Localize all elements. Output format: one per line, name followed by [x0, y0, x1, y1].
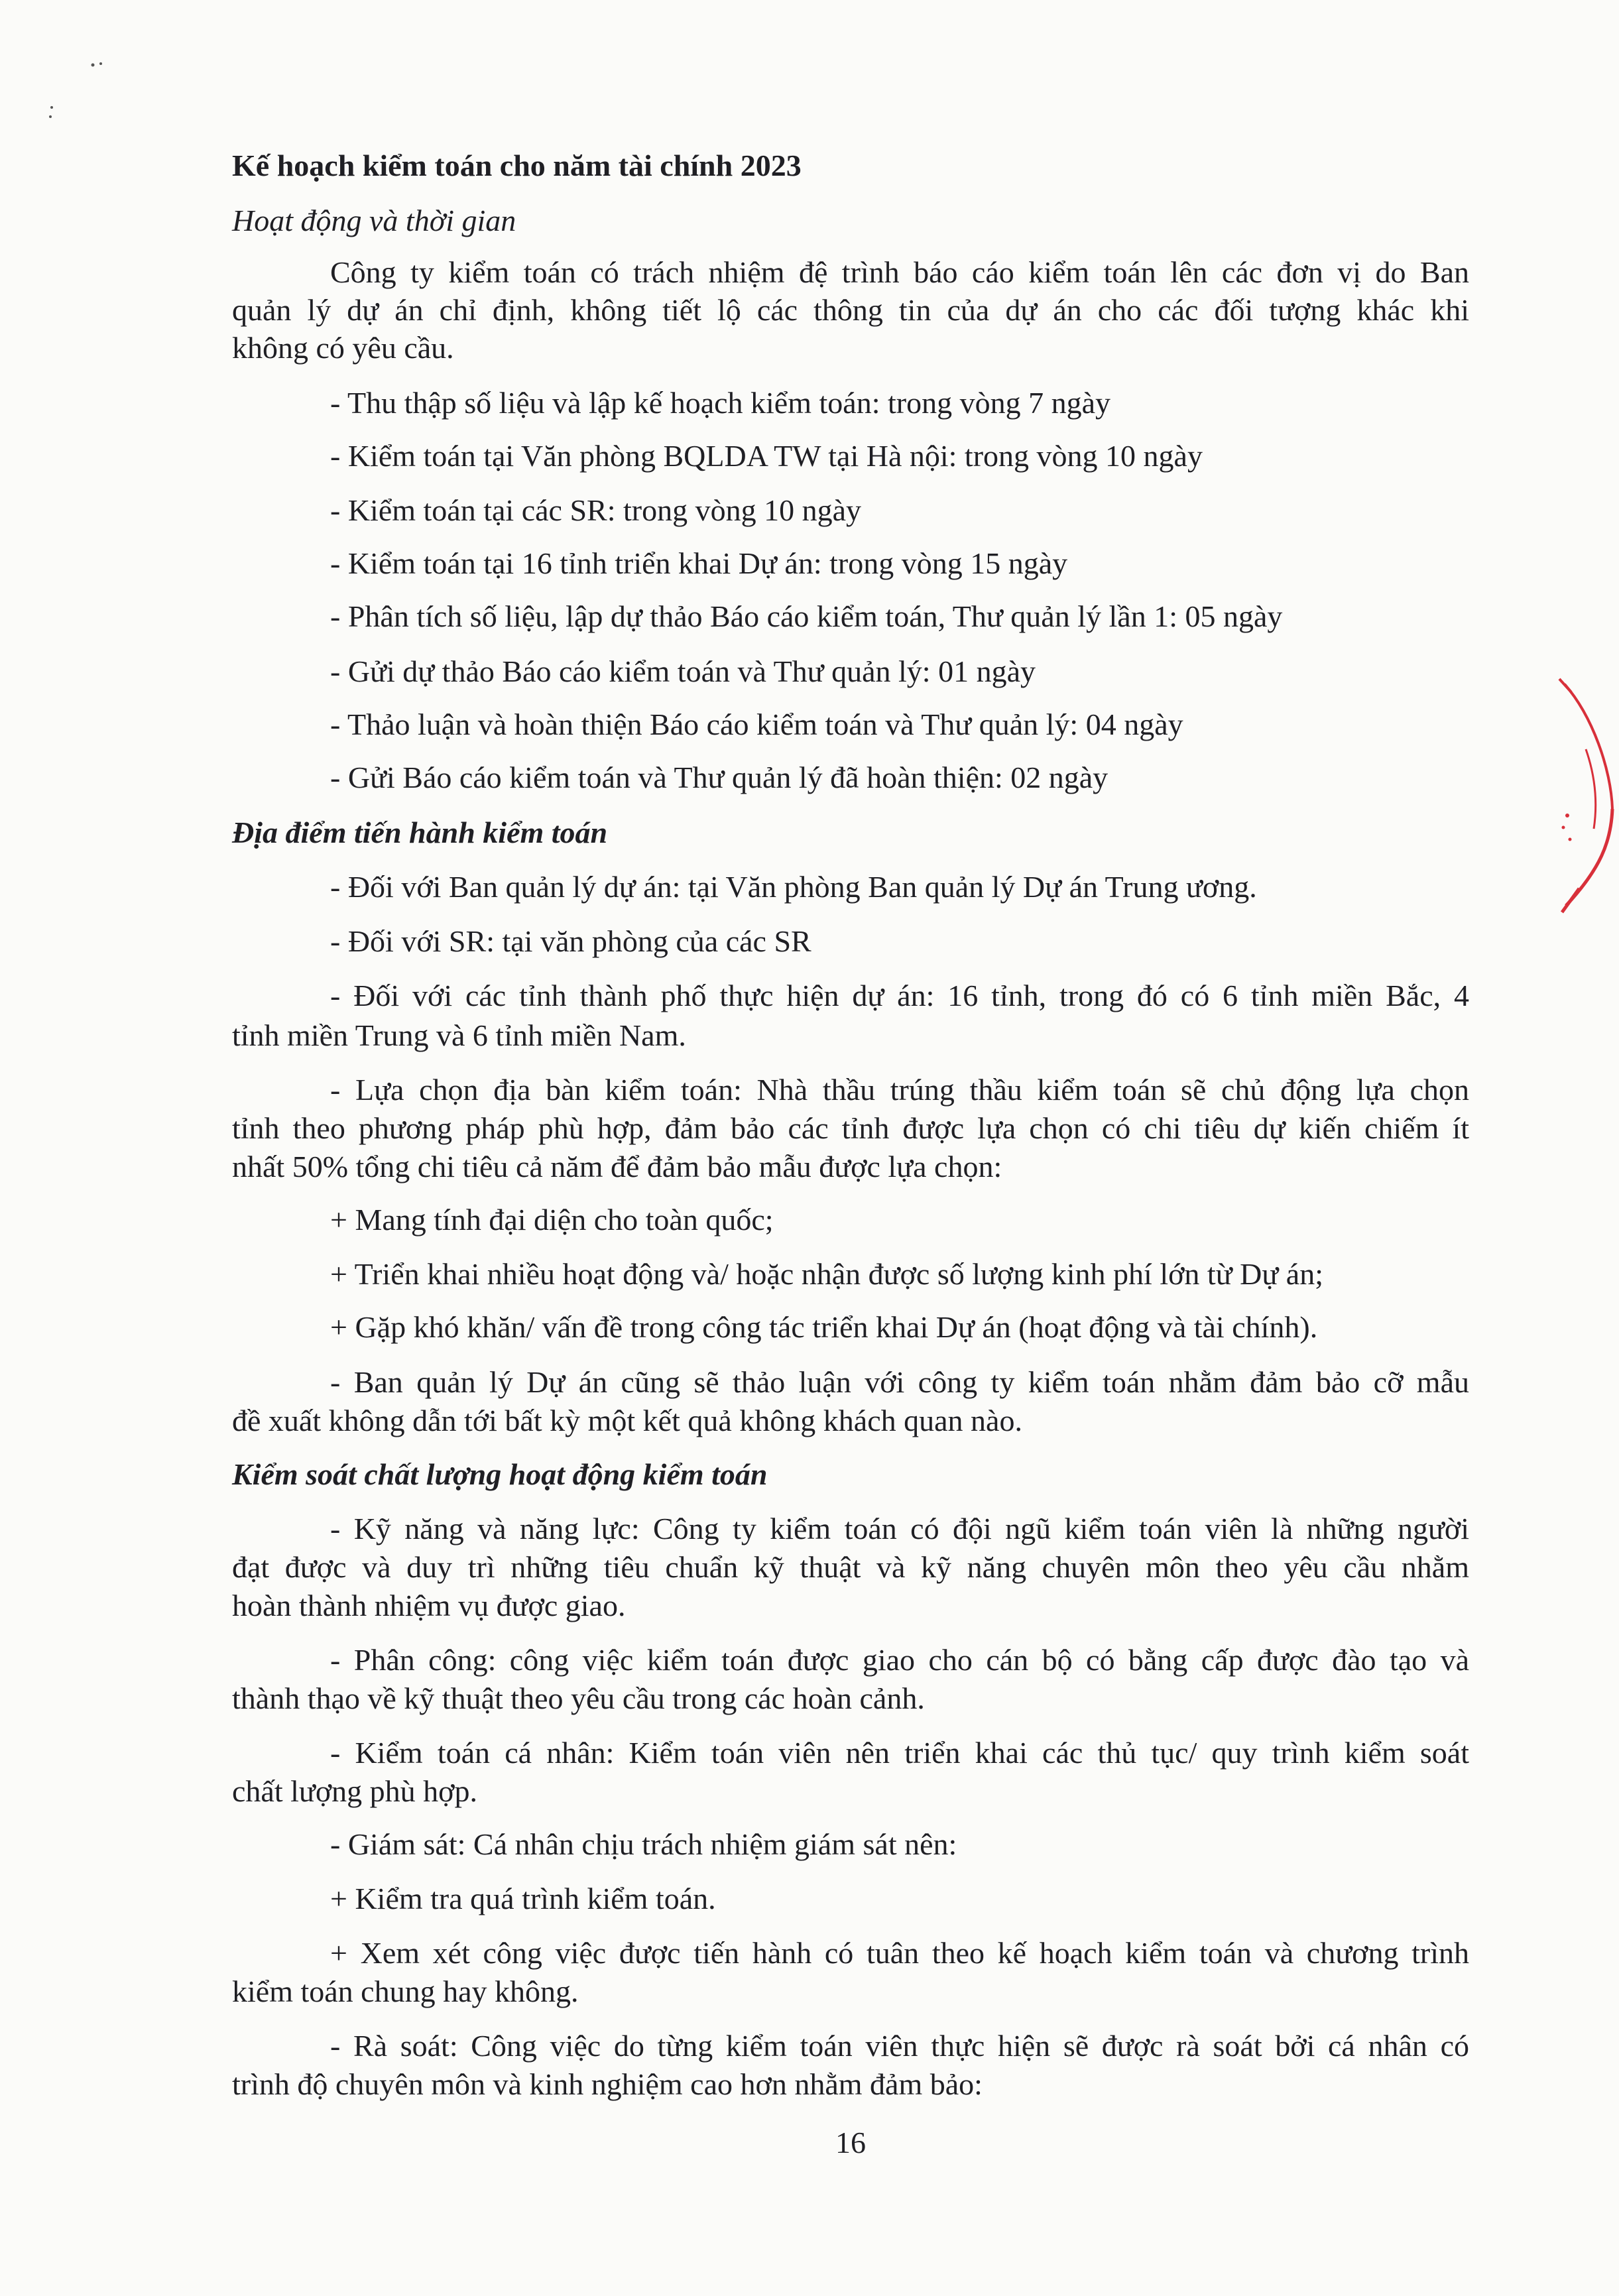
section-heading-activities: Hoạt động và thời gian [232, 204, 516, 237]
list-item: - Phân tích số liệu, lập dự thảo Báo cáo kiểm toán, Thư quản lý lần 1: 05 ngày [330, 599, 1283, 633]
page-number: 16 [835, 2126, 866, 2159]
paragraph-line: - Lựa chọn địa bàn kiểm toán: Nhà thầu trúng thầu kiểm toán sẽ chủ động lựa chọn [330, 1073, 1469, 1107]
paragraph-line: đề xuất không dẫn tới bất kỳ một kết quả không khách quan nào. [232, 1404, 1022, 1437]
document-page [232, 0, 1469, 2296]
list-item: - Thảo luận và hoàn thiện Báo cáo kiểm toán và Thư quản lý: 04 ngày [330, 707, 1183, 741]
document-title: Kế hoạch kiểm toán cho năm tài chính 2023 [232, 149, 802, 182]
paragraph-line: thành thạo về kỹ thuật theo yêu cầu trong các hoàn cảnh. [232, 1681, 925, 1715]
paragraph-line: chất lượng phù hợp. [232, 1774, 477, 1808]
paragraph-line: đạt được và duy trì những tiêu chuẩn kỹ thuật và kỹ năng chuyên môn theo yêu cầu nhằm [232, 1550, 1469, 1584]
paragraph-line: nhất 50% tổng chi tiêu cả năm để đảm bảo mẫu được lựa chọn: [232, 1150, 1002, 1183]
paragraph-line: trình độ chuyên môn và kinh nghiệm cao hơn nhằm đảm bảo: [232, 2067, 983, 2101]
list-item: + Gặp khó khăn/ vấn đề trong công tác triển khai Dự án (hoạt động và tài chính). [330, 1310, 1318, 1344]
list-item: - Kiểm toán tại 16 tỉnh triển khai Dự án: trong vòng 15 ngày [330, 546, 1068, 580]
list-item: + Xem xét công việc được tiến hành có tuân theo kế hoạch kiểm toán và chương trình [330, 1936, 1469, 1970]
paragraph-line: - Đối với các tỉnh thành phố thực hiện dự án: 16 tỉnh, trong đó có 6 tỉnh miền Bắc, 4 [330, 979, 1469, 1012]
paragraph-line: Công ty kiểm toán có trách nhiệm đệ trình báo cáo kiểm toán lên các đơn vị do Ban [330, 255, 1469, 289]
red-stamp-fragment [1539, 670, 1619, 948]
list-item: - Kiểm toán tại các SR: trong vòng 10 ngày [330, 493, 862, 527]
list-item: - Thu thập số liệu và lập kế hoạch kiểm toán: trong vòng 7 ngày [330, 386, 1110, 420]
paragraph-line: tỉnh miền Trung và 6 tỉnh miền Nam. [232, 1018, 686, 1052]
paragraph-line: quản lý dự án chỉ định, không tiết lộ các thông tin của dự án cho các đối tượng khác khi [232, 293, 1469, 327]
paragraph-line: - Đối với SR: tại văn phòng của các SR [330, 924, 811, 958]
paragraph-line: - Ban quản lý Dự án cũng sẽ thảo luận với công ty kiểm toán nhằm đảm bảo cỡ mẫu [330, 1365, 1469, 1399]
list-item: + Triển khai nhiều hoạt động và/ hoặc nhận được số lượng kinh phí lớn từ Dự án; [330, 1257, 1323, 1291]
list-item: - Kiểm toán tại Văn phòng BQLDA TW tại Hà nội: trong vòng 10 ngày [330, 439, 1203, 473]
paragraph-line: - Giám sát: Cá nhân chịu trách nhiệm giám sát nên: [330, 1827, 957, 1861]
paragraph-line: - Kỹ năng và năng lực: Công ty kiểm toán có đội ngũ kiểm toán viên là những người [330, 1512, 1469, 1545]
list-item: - Gửi Báo cáo kiểm toán và Thư quản lý đã hoàn thiện: 02 ngày [330, 760, 1109, 794]
list-item: kiểm toán chung hay không. [232, 1974, 579, 2008]
paragraph-line: - Rà soát: Công việc do từng kiểm toán viên thực hiện sẽ được rà soát bởi cá nhân có [330, 2029, 1469, 2063]
paragraph-line: không có yêu cầu. [232, 331, 454, 365]
list-item: - Gửi dự thảo Báo cáo kiểm toán và Thư quản lý: 01 ngày [330, 654, 1036, 688]
paragraph-line: tỉnh theo phương pháp phù hợp, đảm bảo các tỉnh được lựa chọn có chi tiêu dự kiến chiếm ít [232, 1111, 1469, 1145]
paragraph-line: hoàn thành nhiệm vụ được giao. [232, 1589, 626, 1622]
paragraph-line: - Kiểm toán cá nhân: Kiểm toán viên nên triển khai các thủ tục/ quy trình kiểm soát [330, 1736, 1469, 1770]
paragraph-line: - Phân công: công việc kiểm toán được giao cho cán bộ có bằng cấp được đào tạo và [330, 1643, 1469, 1677]
section-heading-location: Địa điểm tiến hành kiểm toán [232, 816, 608, 849]
scan-specks [0, 0, 133, 133]
paragraph-line: - Đối với Ban quản lý dự án: tại Văn phòng Ban quản lý Dự án Trung ương. [330, 870, 1257, 904]
list-item: + Kiểm tra quá trình kiểm toán. [330, 1882, 716, 1915]
list-item: + Mang tính đại diện cho toàn quốc; [330, 1203, 774, 1237]
section-heading-quality: Kiểm soát chất lượng hoạt động kiểm toán [232, 1457, 768, 1491]
